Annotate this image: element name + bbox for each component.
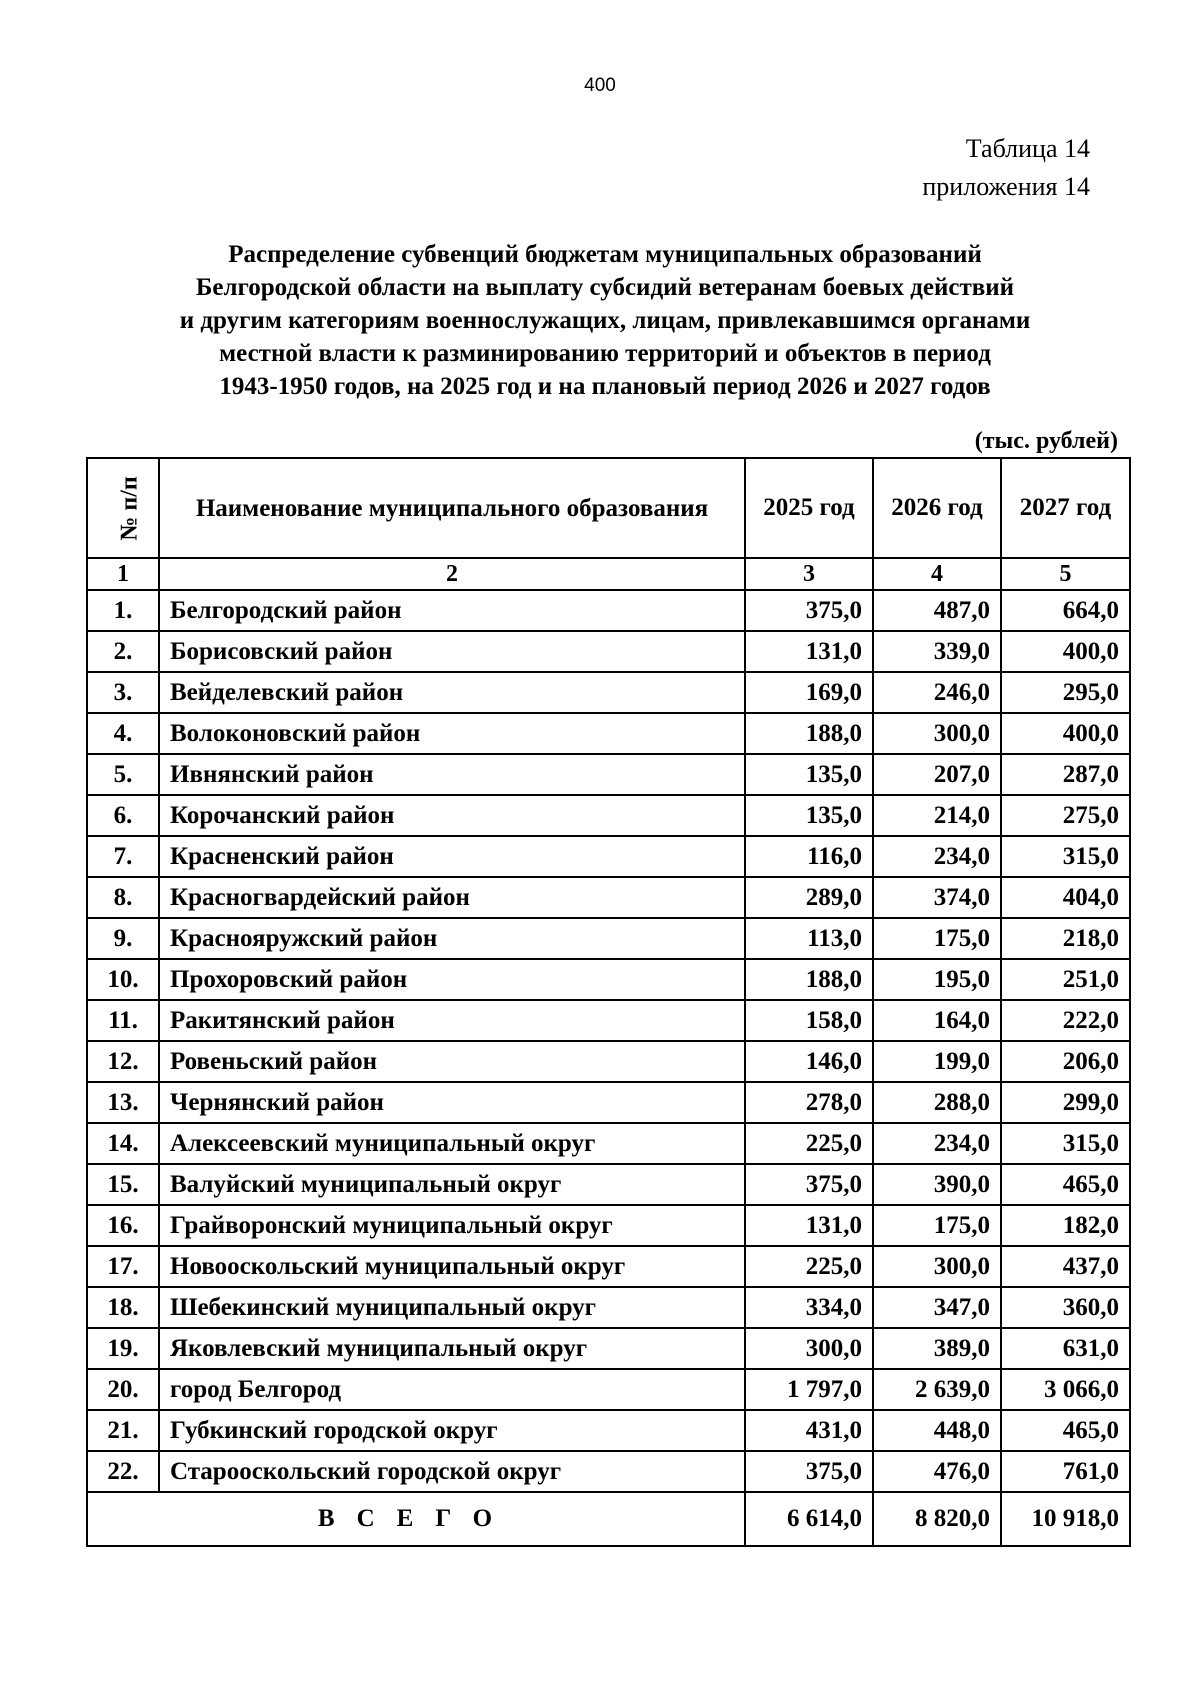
row-value-2025: 188,0	[745, 959, 873, 1000]
row-value-2026: 487,0	[873, 590, 1001, 631]
row-value-2026: 246,0	[873, 672, 1001, 713]
row-value-2025: 188,0	[745, 713, 873, 754]
row-value-2025: 146,0	[745, 1041, 873, 1082]
row-value-2025: 225,0	[745, 1123, 873, 1164]
total-2027: 10 918,0	[1001, 1492, 1130, 1546]
row-value-2025: 334,0	[745, 1287, 873, 1328]
table-reference: Таблица 14	[965, 134, 1090, 163]
row-index: 16.	[87, 1205, 159, 1246]
table-row	[87, 672, 1130, 713]
row-name: Валуйский муниципальный округ	[159, 1164, 745, 1205]
table-row	[87, 1410, 1130, 1451]
row-value-2027: 218,0	[1001, 918, 1130, 959]
column-number-row	[87, 558, 1130, 590]
row-value-2027: 206,0	[1001, 1041, 1130, 1082]
row-value-2027: 664,0	[1001, 590, 1130, 631]
header-2026: 2026 год	[873, 458, 1001, 558]
title-line: Распределение субвенций бюджетам муниципальных образований	[228, 241, 982, 268]
row-value-2027: 404,0	[1001, 877, 1130, 918]
row-value-2025: 225,0	[745, 1246, 873, 1287]
total-row	[87, 1492, 1130, 1546]
table-row	[87, 836, 1130, 877]
row-name: Шебекинский муниципальный округ	[159, 1287, 745, 1328]
appendix-number: приложения 14	[922, 172, 1090, 201]
row-index: 3.	[87, 672, 159, 713]
row-value-2025: 431,0	[745, 1410, 873, 1451]
table-row	[87, 1041, 1130, 1082]
row-value-2025: 278,0	[745, 1082, 873, 1123]
row-index: 14.	[87, 1123, 159, 1164]
table-row	[87, 918, 1130, 959]
table-row	[87, 1369, 1130, 1410]
column-number: 2	[159, 558, 745, 590]
row-value-2026: 339,0	[873, 631, 1001, 672]
row-value-2027: 465,0	[1001, 1410, 1130, 1451]
row-index: 6.	[87, 795, 159, 836]
table-row	[87, 1287, 1130, 1328]
row-index: 12.	[87, 1041, 159, 1082]
table-row	[87, 1123, 1130, 1164]
row-value-2027: 222,0	[1001, 1000, 1130, 1041]
row-name: Прохоровский район	[159, 959, 745, 1000]
row-value-2025: 300,0	[745, 1328, 873, 1369]
row-value-2026: 199,0	[873, 1041, 1001, 1082]
row-value-2027: 3 066,0	[1001, 1369, 1130, 1410]
table-row	[87, 1164, 1130, 1205]
total-label: ВСЕГО	[87, 1492, 745, 1546]
row-value-2026: 175,0	[873, 1205, 1001, 1246]
row-index: 17.	[87, 1246, 159, 1287]
row-value-2027: 295,0	[1001, 672, 1130, 713]
row-index: 5.	[87, 754, 159, 795]
row-value-2025: 375,0	[745, 1164, 873, 1205]
row-value-2027: 437,0	[1001, 1246, 1130, 1287]
title-line: 1943-1950 годов, на 2025 год и на плановый период 2026 и 2027 годов	[219, 373, 991, 400]
row-index: 13.	[87, 1082, 159, 1123]
row-value-2026: 195,0	[873, 959, 1001, 1000]
row-value-2026: 175,0	[873, 918, 1001, 959]
row-value-2027: 251,0	[1001, 959, 1130, 1000]
table-row	[87, 795, 1130, 836]
row-value-2026: 2 639,0	[873, 1369, 1001, 1410]
row-value-2025: 135,0	[745, 795, 873, 836]
header-index-label: № п/п	[116, 476, 143, 541]
row-value-2027: 299,0	[1001, 1082, 1130, 1123]
title-line: местной власти к разминированию территорий и объектов в период	[219, 340, 991, 367]
row-name: Корочанский район	[159, 795, 745, 836]
table-header-row	[87, 458, 1130, 558]
row-value-2027: 360,0	[1001, 1287, 1130, 1328]
total-2026: 8 820,0	[873, 1492, 1001, 1546]
row-name: Волоконовский район	[159, 713, 745, 754]
column-number: 4	[873, 558, 1001, 590]
row-name: Чернянский район	[159, 1082, 745, 1123]
row-index: 11.	[87, 1000, 159, 1041]
row-value-2027: 465,0	[1001, 1164, 1130, 1205]
row-value-2026: 207,0	[873, 754, 1001, 795]
table-row	[87, 1000, 1130, 1041]
row-value-2027: 182,0	[1001, 1205, 1130, 1246]
row-value-2026: 214,0	[873, 795, 1001, 836]
row-name: Ракитянский район	[159, 1000, 745, 1041]
row-index: 22.	[87, 1451, 159, 1492]
table-row	[87, 1082, 1130, 1123]
row-index: 19.	[87, 1328, 159, 1369]
row-value-2026: 300,0	[873, 713, 1001, 754]
row-value-2027: 400,0	[1001, 631, 1130, 672]
table-row	[87, 1205, 1130, 1246]
row-name: Алексеевский муниципальный округ	[159, 1123, 745, 1164]
row-name: Красненский район	[159, 836, 745, 877]
row-name: Борисовский район	[159, 631, 745, 672]
header-2027: 2027 год	[1001, 458, 1130, 558]
row-index: 2.	[87, 631, 159, 672]
row-value-2026: 164,0	[873, 1000, 1001, 1041]
row-value-2025: 375,0	[745, 1451, 873, 1492]
title-line: и другим категориям военнослужащих, лицам, привлекавшимся органами	[179, 307, 1031, 334]
table-row	[87, 754, 1130, 795]
row-index: 1.	[87, 590, 159, 631]
title-line: Белгородской области на выплату субсидий ветеранам боевых действий	[195, 274, 1015, 301]
row-name: Новооскольский муниципальный округ	[159, 1246, 745, 1287]
row-name: Ивнянский район	[159, 754, 745, 795]
row-value-2025: 135,0	[745, 754, 873, 795]
header-index	[87, 458, 159, 558]
row-value-2026: 347,0	[873, 1287, 1001, 1328]
row-index: 10.	[87, 959, 159, 1000]
row-index: 8.	[87, 877, 159, 918]
row-value-2025: 158,0	[745, 1000, 873, 1041]
header-name: Наименование муниципального образования	[159, 458, 745, 558]
row-value-2027: 287,0	[1001, 754, 1130, 795]
page-number: 400	[584, 75, 616, 96]
column-number: 1	[87, 558, 159, 590]
row-name: Грайворонский муниципальный округ	[159, 1205, 745, 1246]
row-index: 21.	[87, 1410, 159, 1451]
table-row	[87, 713, 1130, 754]
column-number: 3	[745, 558, 873, 590]
units-label: (тыс. рублей)	[974, 428, 1118, 454]
row-name: Белгородский район	[159, 590, 745, 631]
row-value-2026: 476,0	[873, 1451, 1001, 1492]
column-number: 5	[1001, 558, 1130, 590]
row-value-2025: 131,0	[745, 1205, 873, 1246]
row-index: 20.	[87, 1369, 159, 1410]
row-index: 7.	[87, 836, 159, 877]
row-value-2025: 116,0	[745, 836, 873, 877]
document-title	[90, 238, 1120, 403]
row-index: 4.	[87, 713, 159, 754]
row-value-2027: 631,0	[1001, 1328, 1130, 1369]
row-name: Вейделевский район	[159, 672, 745, 713]
row-name: Красногвардейский район	[159, 877, 745, 918]
row-value-2026: 300,0	[873, 1246, 1001, 1287]
row-value-2026: 448,0	[873, 1410, 1001, 1451]
subvention-table	[86, 457, 1131, 1547]
appendix-reference	[922, 130, 1090, 206]
table-row	[87, 631, 1130, 672]
header-2025: 2025 год	[745, 458, 873, 558]
row-name: город Белгород	[159, 1369, 745, 1410]
table-row	[87, 590, 1130, 631]
total-2025: 6 614,0	[745, 1492, 873, 1546]
row-value-2026: 288,0	[873, 1082, 1001, 1123]
table-row	[87, 877, 1130, 918]
row-value-2026: 374,0	[873, 877, 1001, 918]
row-value-2027: 400,0	[1001, 713, 1130, 754]
row-index: 15.	[87, 1164, 159, 1205]
row-name: Яковлевский муниципальный округ	[159, 1328, 745, 1369]
row-value-2025: 375,0	[745, 590, 873, 631]
row-value-2026: 389,0	[873, 1328, 1001, 1369]
row-value-2025: 131,0	[745, 631, 873, 672]
row-value-2025: 1 797,0	[745, 1369, 873, 1410]
row-value-2027: 275,0	[1001, 795, 1130, 836]
row-index: 18.	[87, 1287, 159, 1328]
row-value-2026: 234,0	[873, 836, 1001, 877]
table-row	[87, 1451, 1130, 1492]
row-name: Старооскольский городской округ	[159, 1451, 745, 1492]
row-value-2027: 315,0	[1001, 1123, 1130, 1164]
row-value-2025: 169,0	[745, 672, 873, 713]
row-value-2025: 289,0	[745, 877, 873, 918]
row-value-2027: 315,0	[1001, 836, 1130, 877]
row-value-2027: 761,0	[1001, 1451, 1130, 1492]
table-row	[87, 1246, 1130, 1287]
row-name: Краснояружский район	[159, 918, 745, 959]
row-name: Ровеньский район	[159, 1041, 745, 1082]
row-index: 9.	[87, 918, 159, 959]
row-value-2025: 113,0	[745, 918, 873, 959]
row-name: Губкинский городской округ	[159, 1410, 745, 1451]
table-row	[87, 959, 1130, 1000]
row-value-2026: 234,0	[873, 1123, 1001, 1164]
row-value-2026: 390,0	[873, 1164, 1001, 1205]
table-row	[87, 1328, 1130, 1369]
